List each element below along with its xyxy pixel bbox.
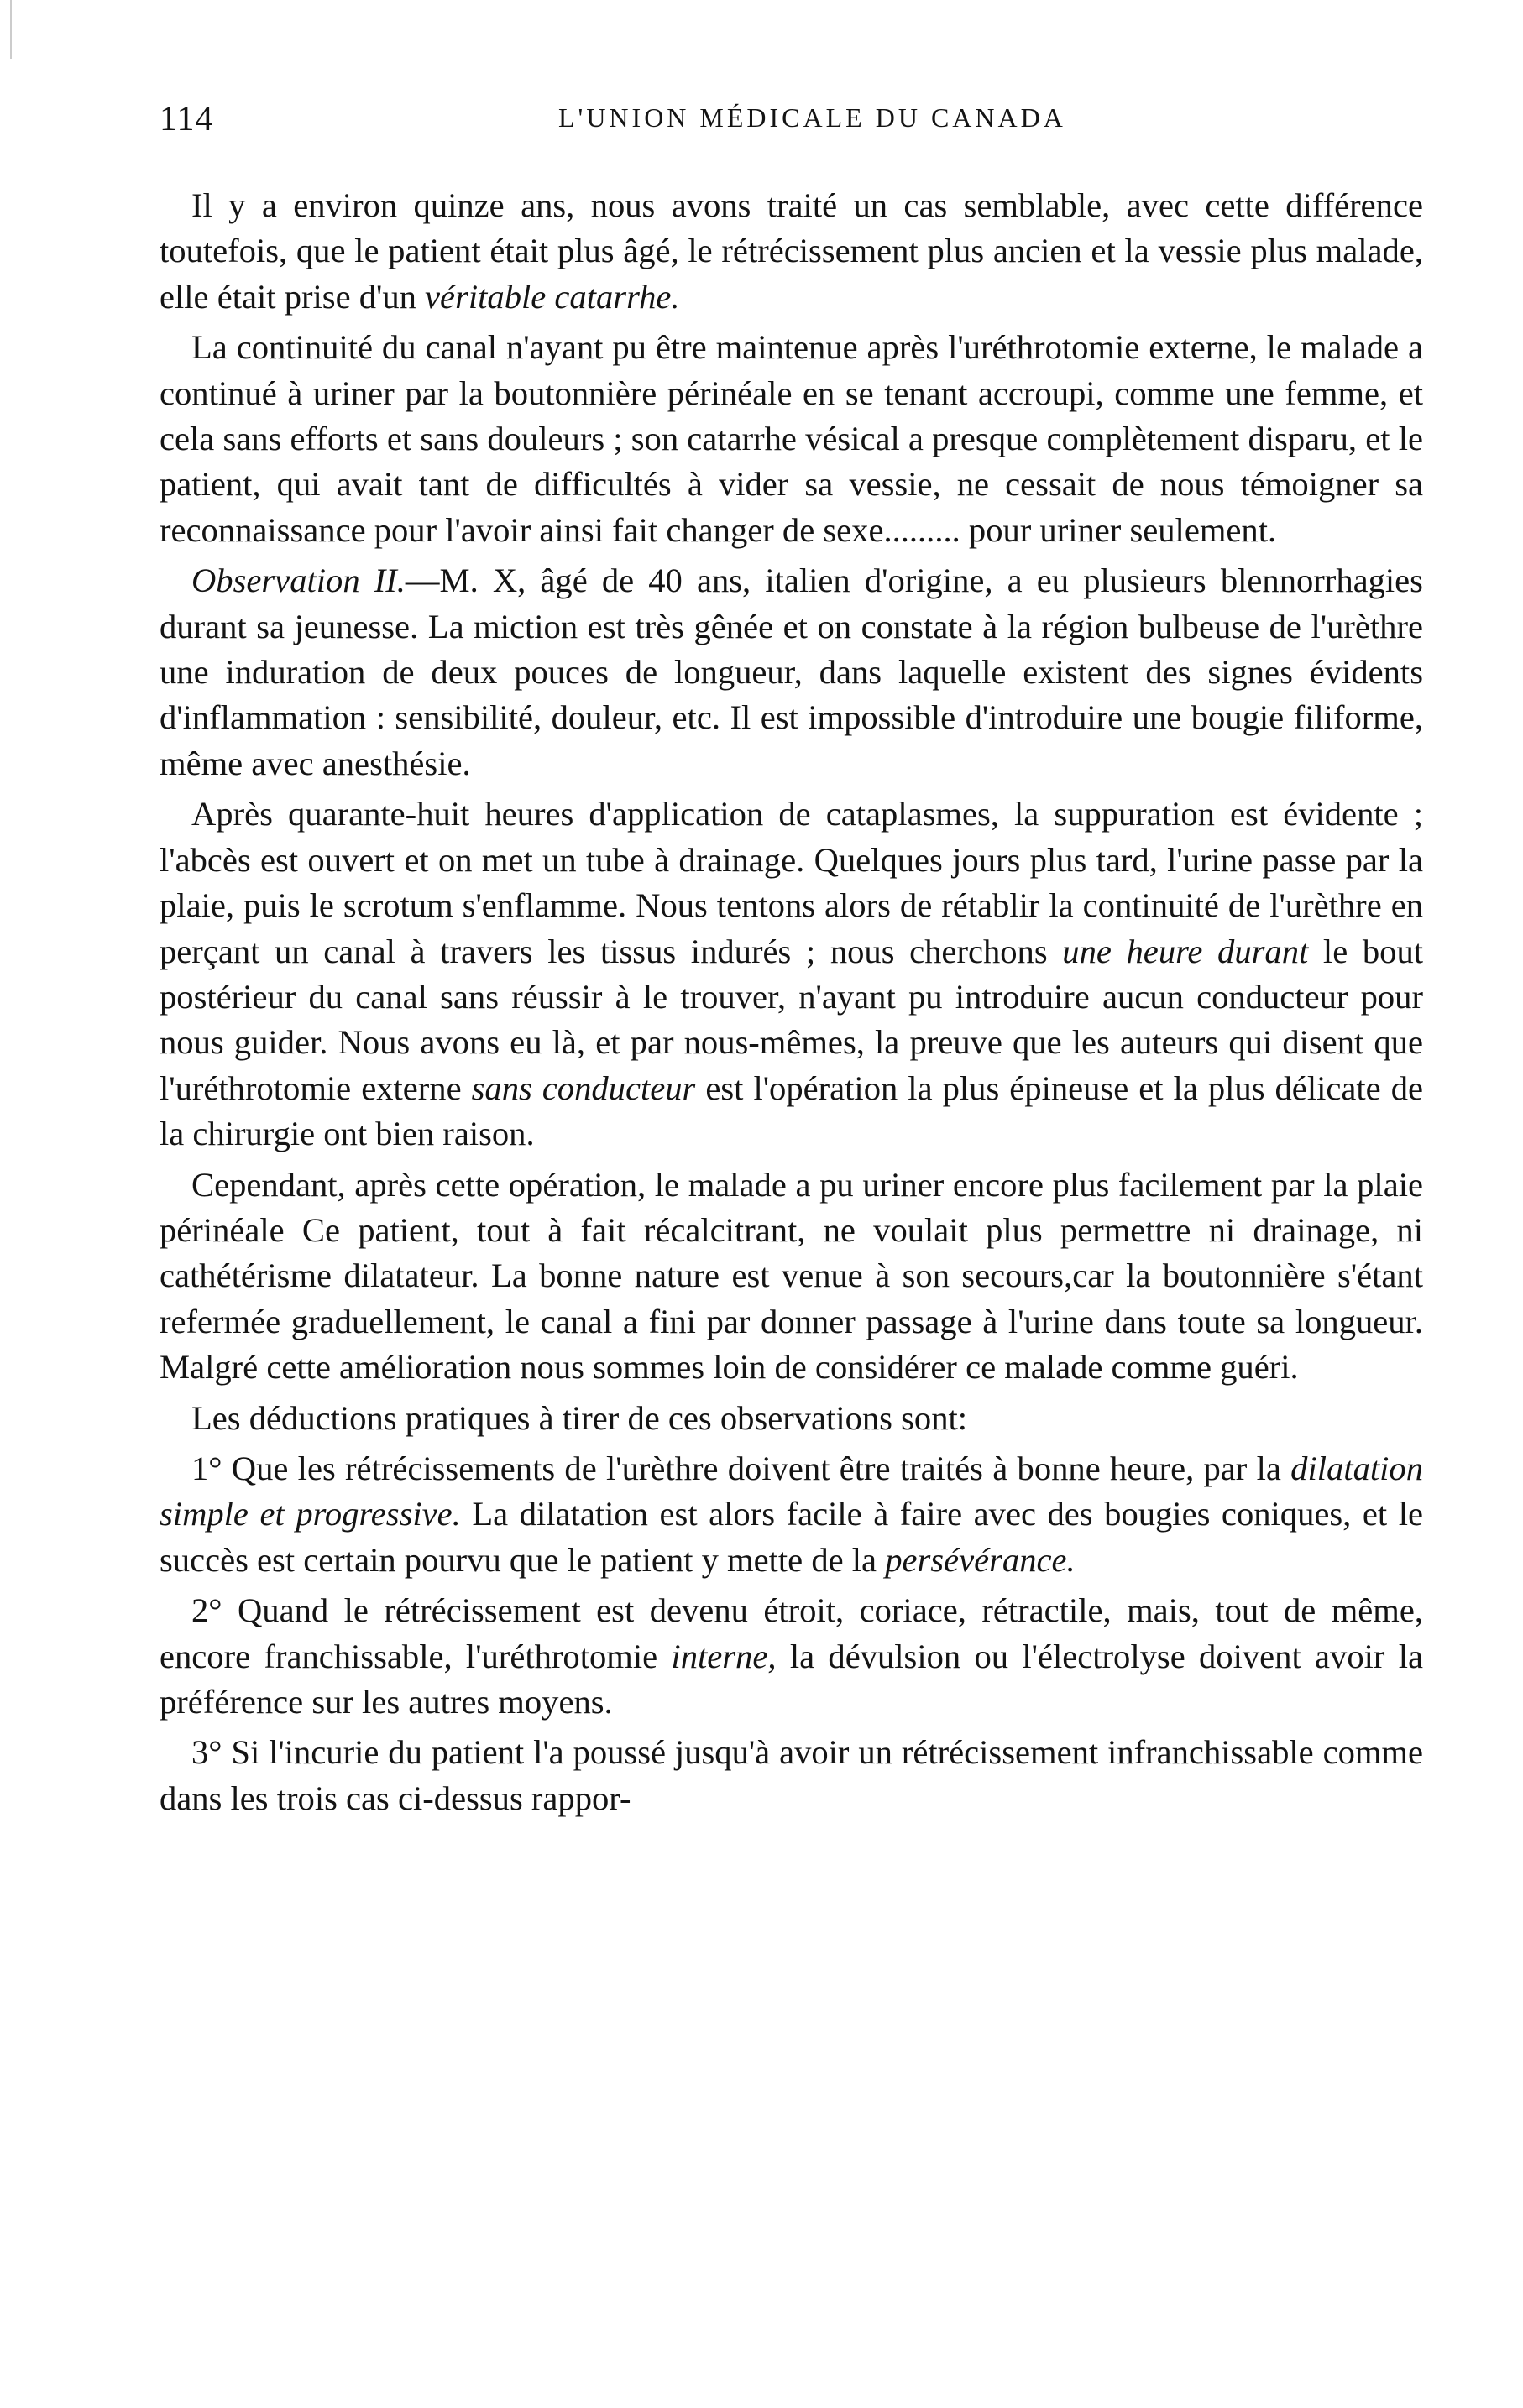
paragraph [160, 1446, 1423, 1583]
italic-text: interne, [671, 1637, 777, 1675]
italic-text: sans conducteur [471, 1068, 696, 1107]
text-run: 2° Quand le rétrécissement est devenu étroit, coriace, rétractile, mais, tout de même, encore franchissable, l'uréthrotomie [160, 1591, 1423, 1675]
body-text [160, 183, 1423, 1821]
paragraph [160, 791, 1423, 1157]
paragraph [160, 1396, 1423, 1441]
paragraph [160, 558, 1423, 786]
paragraph [160, 1588, 1423, 1725]
text-run: Les déductions pratiques à tirer de ces observations sont: [191, 1398, 968, 1437]
scan-edge-mark [10, 0, 12, 59]
text-run: 1° Que les rétrécissements de l'urèthre doivent être traités à bonne heure, par la [191, 1449, 1291, 1487]
paragraph [160, 1162, 1423, 1391]
margin-specks [1427, 1427, 1452, 2350]
document-page [160, 99, 1423, 1821]
text-run: 3° Si l'incurie du patient l'a poussé jusqu'à avoir un rétrécissement infranchissable comme dans les trois cas ci-dessus rappor- [160, 1733, 1423, 1817]
italic-text: véritable catarrhe. [425, 277, 680, 316]
italic-text: une heure durant [1062, 932, 1309, 970]
italic-text: dilatation simple et progressive. [160, 1449, 1423, 1533]
page-number: 114 [160, 100, 214, 138]
paragraph [160, 325, 1423, 553]
italic-text: persévérance. [885, 1540, 1076, 1579]
text-run: La continuité du canal n'ayant pu être maintenue après l'uréthrotomie externe, le malade a continué à uriner par la boutonnière périnéale en se tenant accroupi, comme une femme, et cela sans efforts et sans douleurs ; son catarrhe vésical a presque complètement disparu, et le patient, qui avait tant de difficultés à vider sa vessie, ne cessait de nous témoigner sa reconnaissance pour l'avoir ainsi fait changer de sexe......... pour uriner seulement. [160, 328, 1423, 549]
text-run: La dilatation est alors facile à faire avec des bougies coniques, et le succès est certain pourvu que le patient y mette de la [160, 1495, 1423, 1579]
text-run: —M. X, âgé de 40 ans, italien d'origine, a eu plusieurs blennorrhagies durant sa jeunesse. La miction est très gênée et on constate à la région bulbeuse de l'urèthre une induration de deux pouces de longueur, dans laquelle existent des signes évidents d'inflammation : sensibilité, douleur, etc. Il est impossible d'introduire une bougie filiforme, même avec anesthésie. [160, 562, 1423, 782]
paragraph [160, 1730, 1423, 1821]
text-run: est l'opération la plus épineuse et la plus délicate de la chirurgie ont bien raison. [160, 1068, 1423, 1153]
text-run: la dévulsion ou l'électrolyse doivent avoir la préférence sur les autres moyens. [160, 1637, 1423, 1721]
paragraph [160, 183, 1423, 320]
text-run: Après quarante-huit heures d'application de cataplasmes, la suppuration est évidente ; l'abcès est ouvert et on met un tube à drainage. Quelques jours plus tard, l'urine passe par la plaie, puis le scrotum s'enflamme. Nous tentons alors de rétablir la continuité de l'urèthre en perçant un canal à travers les tissus indurés ; nous cherchons [160, 795, 1423, 970]
page-header [160, 99, 1423, 149]
running-title: L'UNION MÉDICALE DU CANADA [558, 102, 1066, 133]
text-run: Il y a environ quinze ans, nous avons traité un cas semblable, avec cette différence toutefois, que le patient était plus âgé, le rétrécissement plus ancien et la vessie plus malade, elle était prise d'un [160, 186, 1423, 316]
text-run: le bout postérieur du canal sans réussir à le trouver, n'ayant pu introduire aucun conducteur pour nous guider. Nous avons eu là, et par nous-mêmes, la preuve que les auteurs qui disent que l'uréthrotomie externe [160, 932, 1424, 1107]
text-run: Cependant, après cette opération, le malade a pu uriner encore plus facilement par la plaie périnéale Ce patient, tout à fait récalcitrant, ne voulait plus permettre ni drainage, ni cathétérisme dilatateur. La bonne nature est venue à son secours,car la boutonnière s'étant refermée graduellement, le canal a fini par donner passage à l'urine dans toute sa longueur. Malgré cette amélioration nous sommes loin de considérer ce malade comme guéri. [160, 1165, 1423, 1387]
italic-text: Observation II. [191, 562, 406, 600]
